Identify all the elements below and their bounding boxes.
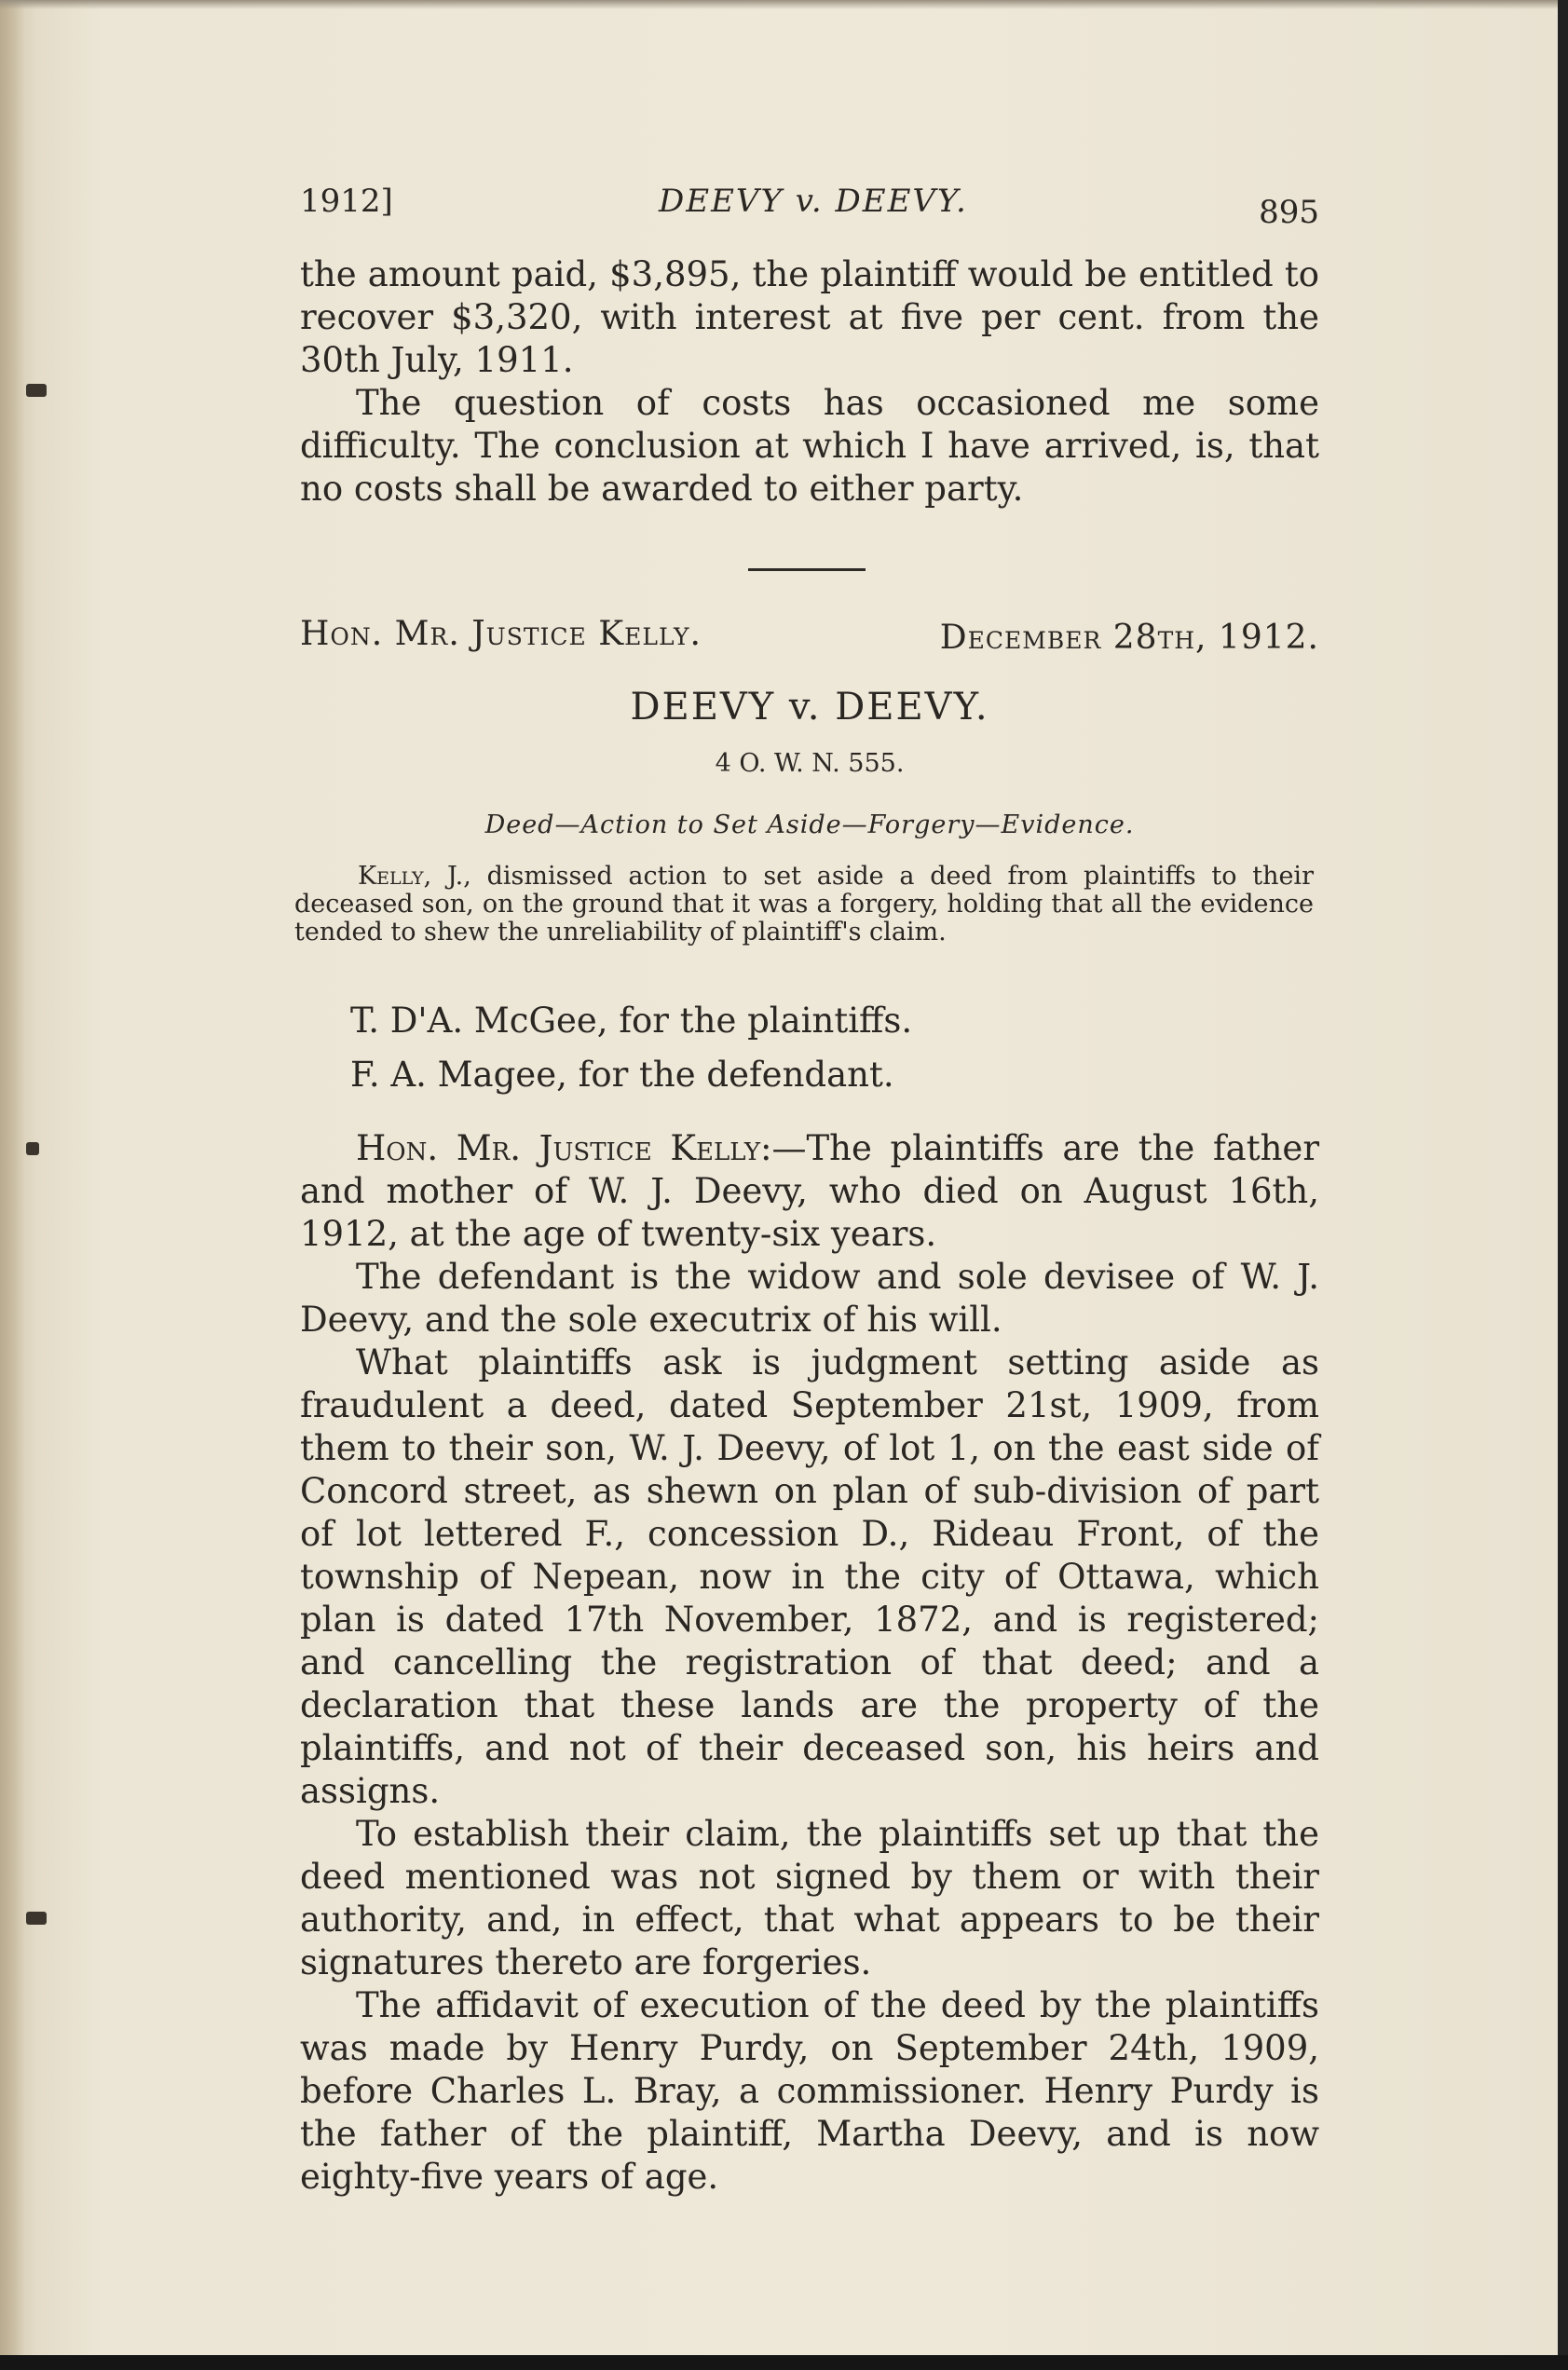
paragraph: The affidavit of execution of the deed by the plaintiffs was made by Henry Purdy, on September 24th, 1909, before Charles L. Bray, a commissioner. Henry Purdy is the father of the plaintiff, Martha Deevy, and is now eighty-five years of age. (300, 1985, 1319, 2197)
paragraph: To establish their claim, the plaintiffs set up that the deed mentioned was not signed by them or with their authority, and, in effect, that what appears to be their signatures thereto are forgeries. (300, 1814, 1319, 1982)
book-bottom-edge (0, 2355, 1568, 2370)
binding-mark (26, 1912, 47, 1925)
case-citation: 4 O. W. N. 555. (715, 749, 905, 778)
catchwords: Deed—Action to Set Aside—Forgery—Evidence. (484, 810, 1135, 839)
headnote-judge: Kelly, J., (358, 862, 471, 891)
paragraph: the amount paid, $3,895, the plaintiff would be entitled to recover $3,320, with interest at five per cent. from the 30th July, 1911. (300, 254, 1319, 380)
binding-mark (26, 384, 47, 397)
paragraph (300, 1127, 1319, 1256)
running-head (300, 183, 1319, 231)
judgment-opening: :—The plaintiffs are the father and mother of W. J. Deevy, who died on August 16th, 1912, at the age of twenty-six years. (300, 1128, 1320, 1254)
case-title: DEEVY v. DEEVY. (630, 686, 989, 729)
paragraph: The defendant is the widow and sole devisee of W. J. Deevy, and the sole executrix of his will. (300, 1257, 1319, 1340)
paragraph: What plaintiffs ask is judgment setting aside as fraudulent a deed, dated September 21st, 1909, from them to their son, W. J. Deevy, of lot 1, on the east side of Concord street, as shewn on plan of sub-division of part of lot lettered F., concession D., Rideau Front, of the township of Nepean, now in the city of Ottawa, which plan is dated 17th November, 1872, and is registered; and cancelling the registration of that deed; and a declaration that these lands are the property of the plaintiffs, and not of their deceased son, his heirs and assigns. (300, 1342, 1319, 1811)
previous-case-conclusion (300, 253, 1319, 511)
judgment-body (300, 1127, 1319, 2199)
running-head-year: 1912] (300, 183, 393, 220)
case-header (300, 615, 1319, 661)
judgment-speaker: Hon. Mr. Justice Kelly (356, 1128, 760, 1168)
headnote (294, 863, 1314, 947)
section-divider (748, 568, 866, 571)
judge-name: Hon. Mr. Justice Kelly. (300, 615, 702, 653)
running-head-title: DEEVY v. DEEVY. (659, 183, 968, 220)
counsel-defendant: F. A. Magee, for the defendant. (350, 1055, 894, 1095)
decision-date: December 28th, 1912. (939, 619, 1319, 657)
page-number: 895 (1259, 194, 1319, 231)
paragraph: The question of costs has occasioned me some difficulty. The conclusion at which I have arrived, is, that no costs shall be awarded to either party. (300, 383, 1319, 509)
counsel-plaintiffs: T. D'A. McGee, for the plaintiffs. (350, 1001, 913, 1041)
headnote-text: dismissed action to set aside a deed from plaintiffs to their deceased son, on the ground that it was a forgery, holding that all the evidence tended to shew the unreliability of plaintiff's claim. (294, 862, 1314, 947)
binding-mark (26, 1142, 39, 1155)
book-cover-edge (1558, 0, 1568, 2370)
